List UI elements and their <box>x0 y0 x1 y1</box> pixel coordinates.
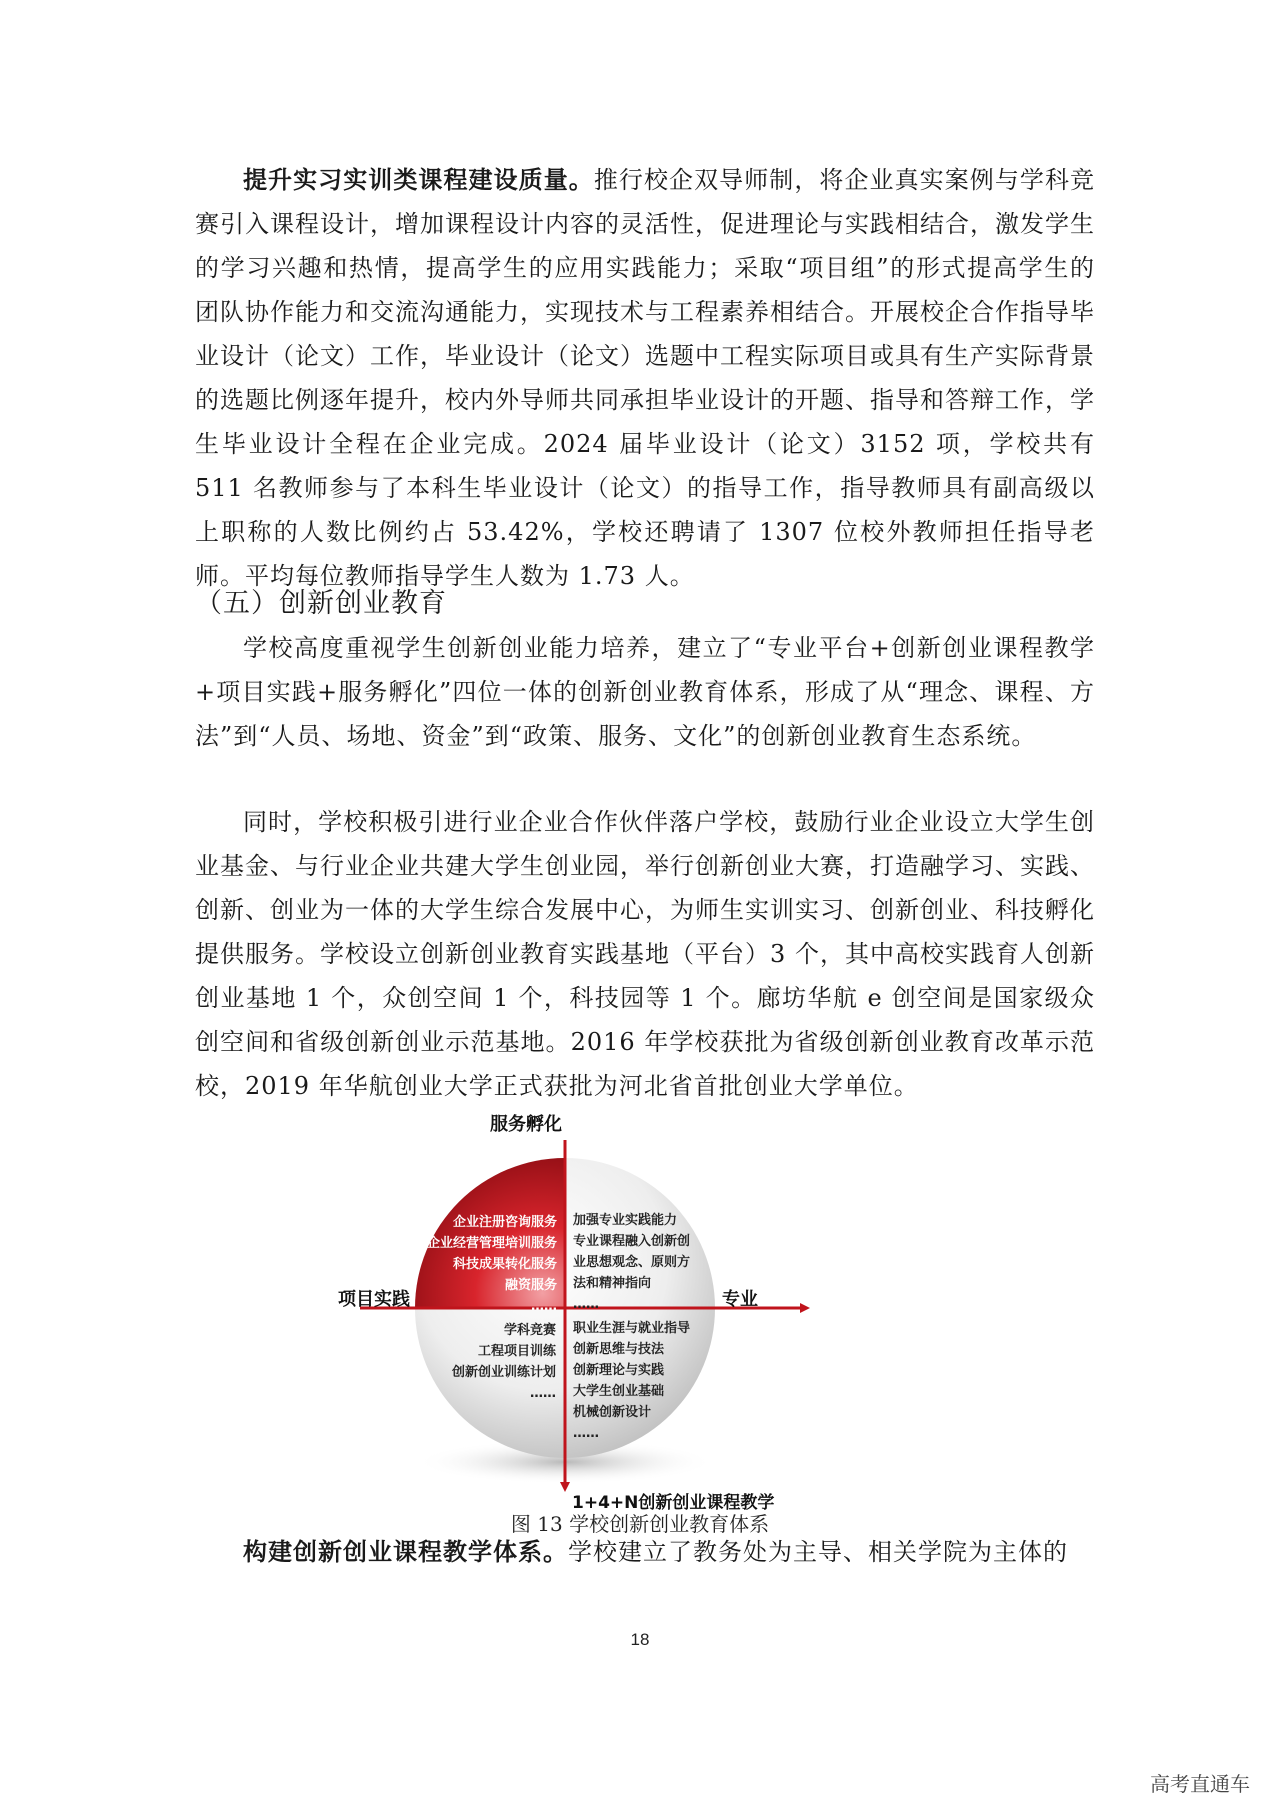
watermark: 高考直通车 <box>1150 1772 1250 1796</box>
quadrant-top-right-list <box>573 1210 723 1315</box>
list-item: 专业课程融入创新创 <box>573 1234 691 1249</box>
axis-label-top: 服务孵化 <box>490 1114 562 1135</box>
paragraph-body: 推行校企双导师制，将企业真实案例与学科竞赛引入课程设计，增加课程设计内容的灵活性，促进理论与实践相结合，激发学生的学习兴趣和热情，提高学生的应用实践能力；采取“项目组”的形式提高学生的团队协作能力和交流沟通能力，实现技术与工程素养相结合。开展校企合作指导毕业设计（论文）工作，毕业设计（论文）选题中工程实际项目或具有生产实际背景的选题比例逐年提升，校内外导师共同承担毕业设计的开题、指导和答辩工作，学生毕业设计全程在企业完成。2024 届毕业设计（论文）3152 项，学校共有 511 名教师参与了本科生毕业设计（论文）的指导工作，指导教师具有副高级以上职称的人数比例约占 53.42%，学校还聘请了 1307 位校外教师担任指导老师。平均每位教师指导学生人数为 1.73 人。 <box>195 166 1096 590</box>
paragraph-innovation-system: 学校高度重视学生创新创业能力培养，建立了“专业平台+创新创业课程教学+项目实践+服务孵化”四位一体的创新创业教育体系，形成了从“理念、课程、方法”到“人员、场地、资金”到“政策、服务、文化”的创新创业教育生态系统。 <box>195 634 1095 750</box>
list-item: 加强专业实践能力 <box>573 1213 678 1228</box>
axis-label-left: 项目实践 <box>338 1289 410 1310</box>
page-number: 18 <box>630 1630 650 1649</box>
list-item: 企业经营管理培训服务 <box>426 1236 557 1251</box>
quadrant-bottom-right-list <box>573 1318 723 1444</box>
paragraph-lead: 构建创新创业课程教学体系。 <box>243 1537 568 1566</box>
axis-label-right: 专业 <box>722 1289 758 1310</box>
list-item: 创新创业训练计划 <box>451 1365 556 1380</box>
figure-caption: 图 13 学校创新创业教育体系 <box>510 1512 770 1536</box>
list-item: …… <box>531 1299 557 1314</box>
axis-label-bottom: 1+4+N创新创业课程教学 <box>572 1493 775 1513</box>
quadrant-top-left-list <box>422 1212 557 1317</box>
list-item: …… <box>530 1386 556 1401</box>
list-item: 工程项目训练 <box>477 1344 556 1359</box>
list-item: 法和精神指向 <box>573 1276 652 1291</box>
paragraph-internship-quality <box>195 158 1095 598</box>
paragraph-course-system <box>195 1530 1095 1574</box>
list-item: 业思想观念、原则方 <box>573 1255 691 1270</box>
list-item: 融资服务 <box>504 1278 557 1293</box>
list-item: 职业生涯与就业指导 <box>573 1321 691 1336</box>
axis-arrow-right-icon <box>800 1303 810 1313</box>
list-item: 企业注册咨询服务 <box>452 1215 557 1230</box>
paragraph-industry-cooperation: 同时，学校积极引进行业企业合作伙伴落户学校，鼓励行业企业设立大学生创业基金、与行业企业共建大学生创业园，举行创新创业大赛，打造融学习、实践、创新、创业为一体的大学生综合发展中心，为师生实训实习、创新创业、科技孵化提供服务。学校设立创新创业教育实践基地（平台）3 个，其中高校实践育人创新创业基地 1 个，众创空间 1 个，科技园等 1 个。廊坊华航 e 创空间是国家级众创空间和省级创新创业示范基地。2016 年学校获批为省级创新创业教育改革示范校，2019 年华航创业大学正式获批为河北省首批创业大学单位。 <box>195 808 1095 1100</box>
paragraph-body: 学校建立了教务处为主导、相关学院为主体的 <box>568 1538 1068 1566</box>
axis-arrow-down-icon <box>560 1482 570 1492</box>
paragraph-lead: 提升实习实训类课程建设质量。 <box>243 165 594 194</box>
list-item: 大学生创业基础 <box>573 1384 665 1399</box>
section-heading: （五）创新创业教育 <box>195 588 447 619</box>
list-item: 创新理论与实践 <box>573 1363 665 1378</box>
list-item: 科技成果转化服务 <box>452 1257 557 1272</box>
list-item: 创新思维与技法 <box>573 1342 665 1357</box>
quadrant-bottom-left-list <box>430 1320 556 1404</box>
list-item: 学科竞赛 <box>503 1323 556 1338</box>
list-item: …… <box>573 1297 599 1312</box>
innovation-education-diagram <box>338 1110 940 1513</box>
list-item: 机械创新设计 <box>573 1405 652 1420</box>
list-item: …… <box>573 1426 599 1441</box>
